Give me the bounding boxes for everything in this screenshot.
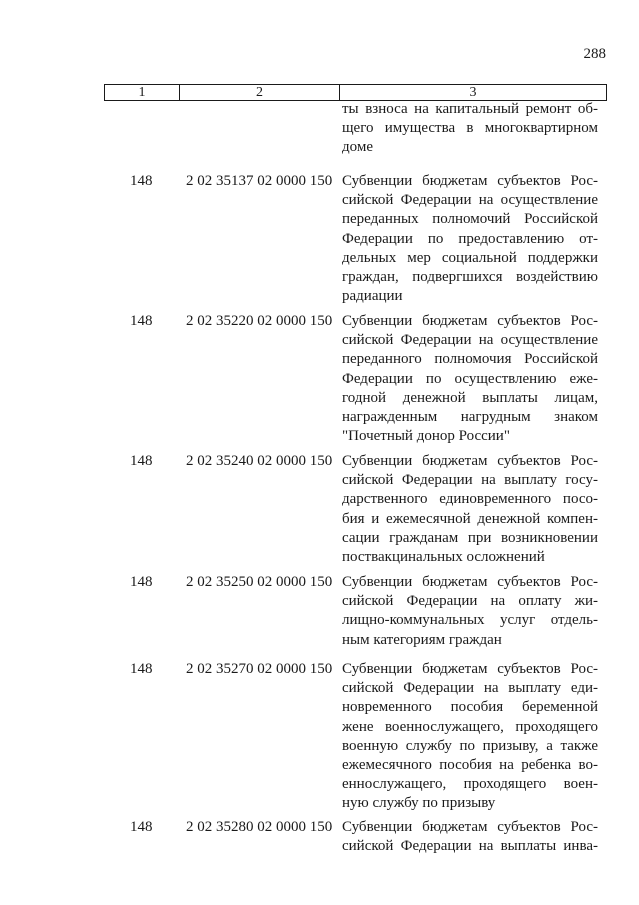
table-header-col-1: 1: [105, 85, 180, 100]
admin-code: 148: [130, 453, 153, 469]
budget-classification-code: 2 02 35250 02 0000 150: [186, 574, 333, 590]
entry-description: [342, 818, 598, 856]
description-line: ную службу по призыву: [342, 795, 496, 812]
description-line: дельных мер социальной поддержки: [342, 249, 598, 266]
description-line: переданного полномочия Российской: [342, 351, 598, 368]
description-line: военную службу по призыву, а также: [342, 737, 598, 754]
admin-code: 148: [130, 819, 153, 835]
entry-description: [342, 573, 598, 650]
admin-code: 148: [130, 661, 153, 677]
entry-description: [342, 660, 598, 814]
description-line: ты взноса на капитальный ремонт об-: [342, 101, 598, 117]
description-line: бия и ежемесячной денежной компен-: [342, 510, 598, 527]
description-line: "Почетный донор России": [342, 428, 510, 445]
description-line: лищно-коммунальных услуг отдель-: [342, 612, 598, 629]
description-line: сийской Федерации на выплату госу-: [342, 472, 598, 489]
description-line: ежемесячного пособия на ребенка во-: [342, 757, 598, 774]
budget-classification-code: 2 02 35240 02 0000 150: [186, 453, 333, 469]
admin-code: 148: [130, 574, 153, 590]
description-line: годной денежной выплаты лицам,: [342, 389, 598, 406]
budget-classification-code: 2 02 35137 02 0000 150: [186, 173, 333, 189]
admin-code: 148: [130, 173, 153, 189]
page-number: 288: [583, 46, 606, 62]
description-line: награжденным нагрудным знаком: [342, 409, 598, 426]
description-line: Субвенции бюджетам субъектов Рос-: [342, 313, 598, 329]
description-line: сийской Федерации на выплату еди-: [342, 680, 598, 697]
description-line: дарственного единовременного посо-: [342, 491, 598, 508]
table-header-col-3: 3: [469, 85, 477, 100]
description-line: доме: [342, 139, 373, 156]
description-line: граждан, подвергшихся воздействию: [342, 269, 598, 286]
description-line: сийской Федерации на осуществление: [342, 332, 598, 349]
description-line: новременного пособия беременной: [342, 699, 598, 716]
description-line: Субвенции бюджетам субъектов Рос-: [342, 574, 598, 590]
entry-description: [342, 100, 598, 158]
description-line: сийской Федерации на осуществление: [342, 192, 598, 209]
description-line: Федерации по осуществлению еже-: [342, 370, 598, 387]
table-header-col-2: 2: [180, 85, 340, 100]
description-line: жене военнослужащего, проходящего: [342, 718, 598, 735]
description-line: переданных полномочий Российской: [342, 211, 598, 228]
description-line: радиации: [342, 288, 403, 305]
description-line: еннослужащего, проходящего воен-: [342, 776, 598, 793]
description-line: сийской Федерации на оплату жи-: [342, 593, 598, 610]
description-line: Субвенции бюджетам субъектов Рос-: [342, 819, 598, 835]
entry-description: [342, 452, 598, 567]
description-line: Субвенции бюджетам субъектов Рос-: [342, 453, 598, 469]
admin-code: 148: [130, 313, 153, 329]
entry-description: [342, 312, 598, 446]
budget-classification-code: 2 02 35270 02 0000 150: [186, 661, 333, 677]
description-line: сийской Федерации на выплаты инва-: [342, 838, 598, 855]
budget-classification-code: 2 02 35220 02 0000 150: [186, 313, 333, 329]
description-line: Субвенции бюджетам субъектов Рос-: [342, 661, 598, 677]
description-line: Федерации по предоставлению от-: [342, 230, 598, 247]
budget-classification-code: 2 02 35280 02 0000 150: [186, 819, 333, 835]
description-line: ным категориям граждан: [342, 631, 502, 648]
description-line: поствакцинальных осложнений: [342, 549, 545, 566]
description-line: Субвенции бюджетам субъектов Рос-: [342, 173, 598, 189]
description-line: сации гражданам при возникновении: [342, 529, 598, 546]
description-line: щего имущества в многоквартирном: [342, 120, 598, 137]
table-header-row: [104, 84, 607, 101]
entry-description: [342, 172, 598, 306]
